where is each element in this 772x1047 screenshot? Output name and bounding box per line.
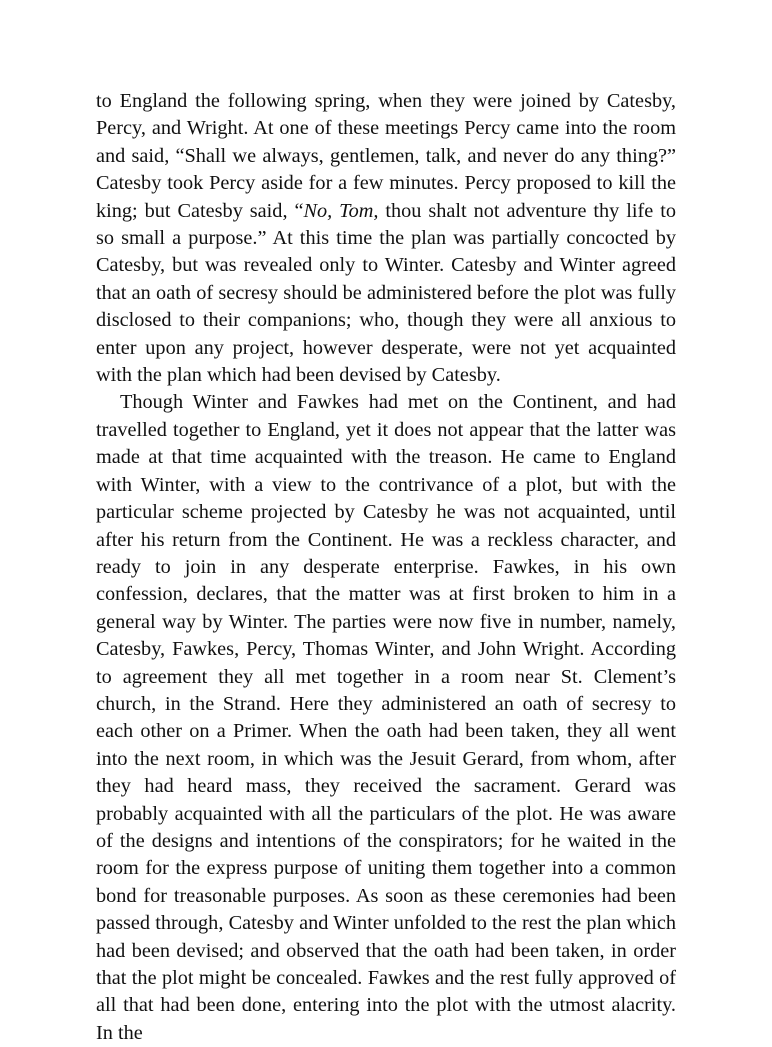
paragraph-1 xyxy=(96,88,676,389)
italic-text-segment: No, Tom, xyxy=(303,199,379,222)
text-segment: thou shalt not adventure thy life to so small a purpose.” At this time the plan was partially concocted by Catesby, but was revealed only to Winter. Catesby and Winter agreed that an oath of secresy should be administered before the plot was fully disclosed to their companions; who, though they were all anxious to enter upon any project, however desperate, were not yet acquainted with the plan which had been devised by Catesby. xyxy=(96,199,676,387)
text-segment: Though Winter and Fawkes had met on the Continent, and had travelled together to England, yet it does not appear that the latter was made at that time acquainted with the treason. He came to England with Winter, with a view to the contrivance of a plot, but with the particular scheme projected by Catesby he was not acquainted, until after his return from the Continent. He was a reckless character, and ready to join in any desperate enterprise. Fawkes, in his own confession, declares, that the matter was at first broken to him in a general way by Winter. The parties were now five in number, namely, Catesby, Fawkes, Percy, Thomas Winter, and John Wright. According to agreement they all met together in a room near St. Clement’s church, in the Strand. Here they administered an oath of secresy to each other on a Primer. When the oath had been taken, they all went into the next room, in which was the Jesuit Gerard, from whom, after they had heard mass, they received the sacrament. Gerard was probably acquainted with all the particulars of the plot. He was aware of the designs and intentions of the conspirators; for he waited in the room for the express purpose of uniting them together into a common bond for treasonable purposes. As soon as these ceremonies had been passed through, Catesby and Winter unfolded to the rest the plan which had been devised; and observed that the oath had been taken, in order that the plot might be concealed. Fawkes and the rest fully approved of all that had been done, entering into the plot with the utmost alacrity. In the xyxy=(96,391,676,1044)
paragraph-2 xyxy=(96,389,676,1047)
page-body xyxy=(96,88,676,1047)
text-segment: to England the following spring, when they were joined by Catesby, Percy, and Wright. At one of these meetings Percy came into the room and said, “Shall we always, gentlemen, talk, and never do any thing?” Catesby took Percy aside for a few minutes. Percy proposed to kill the king; but Catesby said, “ xyxy=(96,90,676,222)
